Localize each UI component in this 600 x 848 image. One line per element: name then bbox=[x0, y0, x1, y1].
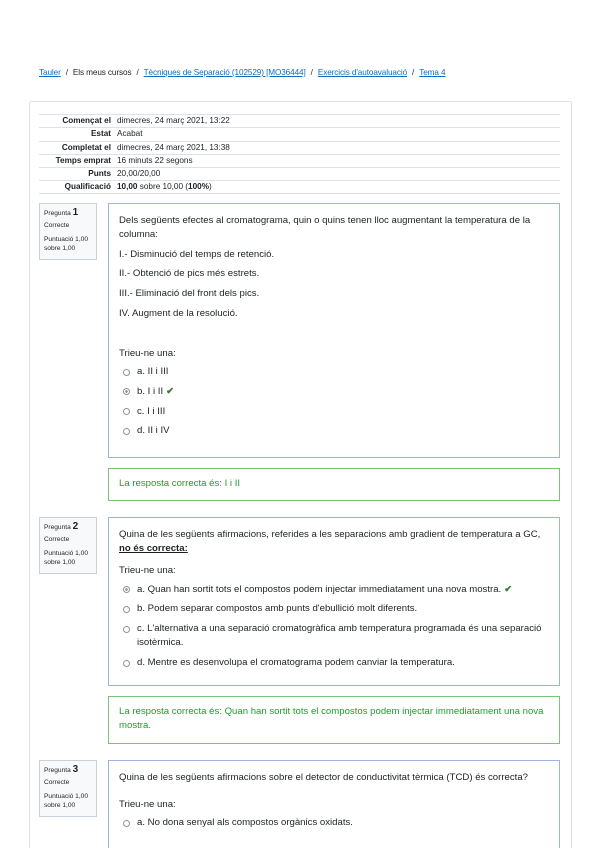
question-text: Quina de les següents afirmacions sobre el detector de conductivitat tèrmica (TCD) és correcta? bbox=[119, 772, 528, 783]
summary-row-state: Estat Acabat bbox=[39, 127, 560, 140]
breadcrumb-separator: / bbox=[136, 68, 139, 77]
question-state: Correcte bbox=[44, 536, 70, 543]
answer-prompt: Trieu-ne una: bbox=[119, 799, 176, 811]
question-3-content bbox=[108, 760, 560, 848]
breadcrumb-topic[interactable]: Tema 4 bbox=[419, 68, 446, 77]
summary-row-completed: Completat el dimecres, 24 març 2021, 13:38 bbox=[39, 141, 560, 154]
breadcrumb-separator: / bbox=[310, 68, 313, 77]
radio-button-selected[interactable] bbox=[123, 388, 130, 395]
breadcrumb bbox=[39, 68, 445, 77]
question-state: Correcte bbox=[44, 222, 70, 229]
question-3-info: Pregunta 3 Correcte Puntuació 1,00 sobre 1,00 bbox=[39, 760, 97, 817]
breadcrumb-separator: / bbox=[412, 68, 415, 77]
breadcrumb-tauler[interactable]: Tauler bbox=[39, 68, 61, 77]
radio-button[interactable] bbox=[123, 428, 130, 435]
breadcrumb-course[interactable]: Tècniques de Separació (102529) [MO36444] bbox=[143, 68, 306, 77]
radio-button-selected[interactable] bbox=[123, 586, 130, 593]
breadcrumb-separator: / bbox=[65, 68, 68, 77]
summary-row-time-taken: Temps emprat 16 minuts 22 segons bbox=[39, 154, 560, 167]
question-1-feedback: La resposta correcta és: I i II bbox=[108, 468, 560, 501]
radio-button[interactable] bbox=[123, 626, 130, 633]
question-2-info: Pregunta 2 Correcte Puntuació 1,00 sobre 1,00 bbox=[39, 517, 97, 574]
answer-option-d[interactable]: d. II i IV bbox=[119, 424, 549, 438]
statement-2: II.- Obtenció de pics més estrets. bbox=[119, 268, 260, 280]
radio-button[interactable] bbox=[123, 369, 130, 376]
question-mark: Puntuació 1,00 sobre 1,00 bbox=[44, 550, 88, 566]
summary-row-started: Començat el dimecres, 24 març 2021, 13:22 bbox=[39, 114, 560, 127]
question-mark: Puntuació 1,00 sobre 1,00 bbox=[44, 793, 88, 809]
question-2-content bbox=[108, 517, 560, 686]
radio-button[interactable] bbox=[123, 660, 130, 667]
answer-option-a[interactable]: a. Quan han sortit tots el compostos podem injectar immediatament una nova mostra. ✔ bbox=[119, 583, 549, 597]
statement-4: IV. Augment de la resolució. bbox=[119, 307, 238, 319]
check-icon: ✔ bbox=[504, 583, 513, 595]
breadcrumb-my-courses: Els meus cursos bbox=[72, 68, 132, 77]
answer-option-c[interactable]: c. L'alternativa a una separació cromatogràfica amb temperatura programada és una separació isotèrmica. bbox=[119, 622, 549, 650]
summary-row-marks: Punts 20,00/20,00 bbox=[39, 167, 560, 180]
question-emphasis: no és correcta: bbox=[119, 543, 188, 555]
answer-prompt: Trieu-ne una: bbox=[119, 347, 176, 359]
attempt-summary-table bbox=[39, 114, 560, 194]
question-text: Quina de les següents afirmacions, referides a les separacions amb gradient de temperatura a GC, no és correcta: bbox=[119, 529, 541, 555]
radio-button[interactable] bbox=[123, 408, 130, 415]
answer-option-a[interactable]: a. II i III bbox=[119, 365, 549, 379]
answer-option-d[interactable]: d. Mentre es desenvolupa el cromatograma podem canviar la temperatura. bbox=[119, 656, 549, 670]
answer-option-c[interactable]: c. I i III bbox=[119, 405, 549, 419]
answer-option-a[interactable]: a. No dona senyal als compostos orgànics oxidats. bbox=[119, 816, 549, 830]
question-2-feedback: La resposta correcta és: Quan han sortit tots el compostos podem injectar immediatament una nova mostra. bbox=[108, 696, 560, 744]
statement-1: I.- Disminució del temps de retenció. bbox=[119, 248, 275, 260]
answer-option-b[interactable]: b. I i II ✔ bbox=[119, 385, 549, 399]
answer-prompt: Trieu-ne una: bbox=[119, 565, 176, 577]
question-mark: Puntuació 1,00 sobre 1,00 bbox=[44, 236, 88, 252]
breadcrumb-exercises[interactable]: Exercicis d'autoavaluació bbox=[317, 68, 408, 77]
question-1-content bbox=[108, 203, 560, 458]
summary-row-grade: Qualificació 10,00 sobre 10,00 (100%) bbox=[39, 180, 560, 193]
question-state: Correcte bbox=[44, 779, 70, 786]
answer-option-b[interactable]: b. Podem separar compostos amb punts d'ebullició molt diferents. bbox=[119, 602, 549, 616]
question-1-info: Pregunta 1 Correcte Puntuació 1,00 sobre 1,00 bbox=[39, 203, 97, 260]
check-icon: ✔ bbox=[166, 385, 175, 397]
radio-button[interactable] bbox=[123, 606, 130, 613]
radio-button[interactable] bbox=[123, 820, 130, 827]
statement-3: III.- Eliminació del front dels pics. bbox=[119, 287, 260, 299]
question-text: Dels següents efectes al cromatograma, quin o quins tenen lloc augmentant la temperatura de la columna: bbox=[119, 215, 531, 241]
